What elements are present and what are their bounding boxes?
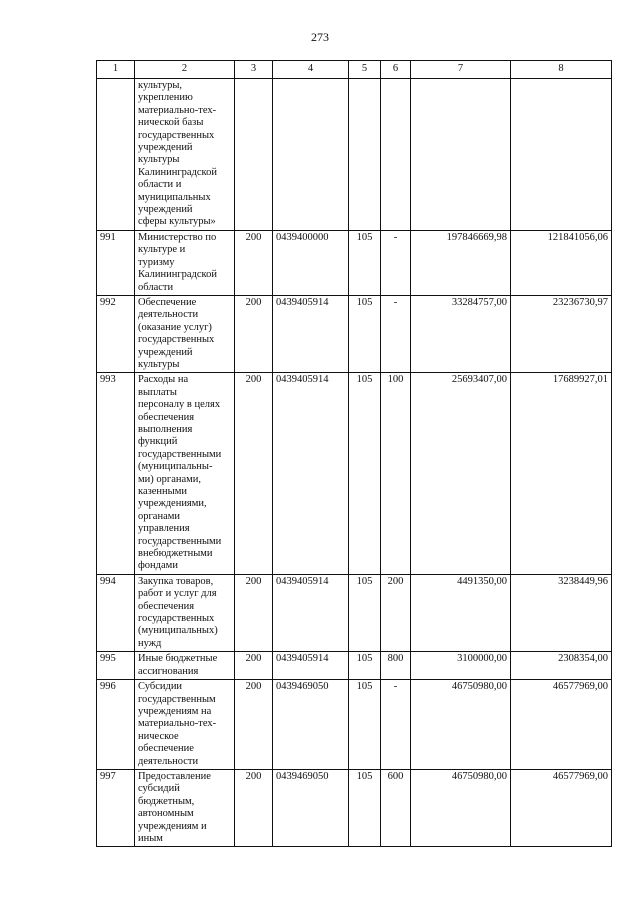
expense-type-cell	[381, 79, 411, 231]
table-row	[97, 79, 612, 231]
code-cell: 105	[349, 295, 381, 372]
amount-cell	[511, 79, 612, 231]
item-name-line: Расходы на	[138, 374, 189, 386]
item-name-line: обеспечения	[138, 600, 195, 612]
row-number-cell: 994	[97, 574, 135, 651]
item-name-line: государственных	[138, 334, 215, 346]
item-name-line: деятельности	[138, 309, 199, 321]
item-name-line: учреждений	[138, 204, 193, 216]
amount-cell: 121841056,06	[511, 230, 612, 295]
item-name-line: управления	[138, 523, 190, 535]
item-name-line: нужд	[138, 637, 162, 649]
code-cell: 200	[235, 373, 273, 575]
item-name-line: области	[138, 281, 174, 293]
item-name-line: обеспечение	[138, 743, 194, 755]
table-row	[97, 295, 612, 372]
item-name-line: культуре и	[138, 244, 186, 256]
table-row	[97, 680, 612, 770]
code-cell: 200	[235, 652, 273, 680]
amount-cell: 3238449,96	[511, 574, 612, 651]
item-name-cell	[135, 652, 235, 680]
expense-type-cell: 100	[381, 373, 411, 575]
target-article-cell	[273, 79, 349, 231]
table-header-row	[97, 61, 612, 79]
amount-cell: 46577969,00	[511, 769, 612, 846]
item-name-line: государственными	[138, 535, 222, 547]
code-cell: 200	[235, 230, 273, 295]
item-name-line: учреждений	[138, 142, 193, 154]
code-cell: 105	[349, 574, 381, 651]
code-cell: 105	[349, 373, 381, 575]
item-name-line: внебюджетными	[138, 548, 213, 560]
item-name-cell	[135, 230, 235, 295]
amount-cell: 4491350,00	[411, 574, 511, 651]
amount-cell: 17689927,01	[511, 373, 612, 575]
item-name-line: Субсидии	[138, 681, 183, 693]
expense-type-cell: -	[381, 680, 411, 770]
code-cell: 105	[349, 230, 381, 295]
expense-type-cell: 600	[381, 769, 411, 846]
item-name-cell	[135, 574, 235, 651]
amount-cell: 2308354,00	[511, 652, 612, 680]
row-number-cell: 993	[97, 373, 135, 575]
table-row	[97, 574, 612, 651]
item-name-cell	[135, 295, 235, 372]
item-name-line: учреждениям на	[138, 705, 212, 717]
item-name-line: Закупка товаров,	[138, 575, 214, 587]
code-cell: 200	[235, 769, 273, 846]
item-name-line: (оказание услуг)	[138, 321, 212, 333]
column-header: 3	[235, 61, 273, 79]
row-number-cell: 997	[97, 769, 135, 846]
target-article-cell: 0439405914	[273, 295, 349, 372]
item-name-line: государственных	[138, 129, 215, 141]
item-name-line: государственных	[138, 613, 215, 625]
item-name-line: сферы культуры»	[138, 216, 216, 228]
amount-cell	[411, 79, 511, 231]
table-body	[97, 79, 612, 847]
target-article-cell: 0439405914	[273, 652, 349, 680]
item-name-line: органами	[138, 510, 181, 522]
item-name-line: Калининградской	[138, 269, 217, 281]
item-name-line: учреждениям и	[138, 820, 207, 832]
budget-table	[96, 60, 612, 847]
item-name-line: области и	[138, 179, 182, 191]
item-name-line: функций	[138, 436, 178, 448]
amount-cell: 25693407,00	[411, 373, 511, 575]
amount-cell: 33284757,00	[411, 295, 511, 372]
item-name-line: Министерство по	[138, 231, 217, 243]
amount-cell: 23236730,97	[511, 295, 612, 372]
amount-cell: 3100000,00	[411, 652, 511, 680]
item-name-line: персоналу в целях	[138, 399, 221, 411]
item-name-line: работ и услуг для	[138, 588, 217, 600]
item-name-line: Иные бюджетные	[138, 653, 218, 665]
expense-type-cell: -	[381, 295, 411, 372]
amount-cell: 46577969,00	[511, 680, 612, 770]
item-name-line: культуры,	[138, 80, 182, 91]
item-name-line: деятельности	[138, 755, 199, 767]
amount-cell: 46750980,00	[411, 769, 511, 846]
table-row	[97, 230, 612, 295]
table-row	[97, 373, 612, 575]
item-name-cell	[135, 373, 235, 575]
item-name-line: государственными	[138, 448, 222, 460]
item-name-line: выплаты	[138, 386, 177, 398]
item-name-line: Калининградской	[138, 166, 217, 178]
item-name-line: ассигнования	[138, 665, 199, 677]
code-cell: 200	[235, 680, 273, 770]
item-name-line: укреплению	[138, 92, 193, 104]
item-name-line: учреждений	[138, 346, 193, 358]
item-name-line: (муниципальных)	[138, 625, 218, 637]
item-name-line: культуры	[138, 154, 180, 166]
code-cell	[235, 79, 273, 231]
table-row	[97, 652, 612, 680]
item-name-line: туризму	[138, 256, 175, 268]
amount-cell: 46750980,00	[411, 680, 511, 770]
expense-type-cell: -	[381, 230, 411, 295]
item-name-line: учреждениями,	[138, 498, 207, 510]
table-row	[97, 769, 612, 846]
expense-type-cell: 200	[381, 574, 411, 651]
code-cell: 105	[349, 769, 381, 846]
item-name-line: ми) органами,	[138, 473, 202, 485]
item-name-line: государственным	[138, 693, 216, 705]
row-number-cell: 995	[97, 652, 135, 680]
target-article-cell: 0439469050	[273, 680, 349, 770]
item-name-line: материально-тех-	[138, 104, 217, 116]
amount-cell: 197846669,98	[411, 230, 511, 295]
item-name-line: Обеспечение	[138, 296, 197, 308]
column-header: 5	[349, 61, 381, 79]
item-name-line: автономным	[138, 808, 194, 820]
item-name-line: материально-тех-	[138, 718, 217, 730]
item-name-line: культуры	[138, 358, 180, 370]
item-name-line: субсидий	[138, 783, 180, 795]
column-header: 8	[511, 61, 612, 79]
item-name-cell	[135, 680, 235, 770]
row-number-cell: 996	[97, 680, 135, 770]
row-number-cell: 992	[97, 295, 135, 372]
item-name-line: фондами	[138, 560, 178, 572]
item-name-line: обеспечения	[138, 411, 195, 423]
item-name-line: казенными	[138, 486, 187, 497]
item-name-line: бюджетным,	[138, 795, 195, 807]
column-header: 2	[135, 61, 235, 79]
expense-type-cell: 800	[381, 652, 411, 680]
target-article-cell: 0439469050	[273, 769, 349, 846]
item-name-line: (муниципальны-	[138, 461, 213, 473]
item-name-line: муниципальных	[138, 191, 211, 203]
row-number-cell: 991	[97, 230, 135, 295]
item-name-cell	[135, 769, 235, 846]
item-name-cell	[135, 79, 235, 231]
item-name-line: иным	[138, 832, 163, 844]
code-cell: 105	[349, 680, 381, 770]
item-name-line: выполнения	[138, 423, 193, 435]
column-header: 1	[97, 61, 135, 79]
target-article-cell: 0439400000	[273, 230, 349, 295]
column-header: 4	[273, 61, 349, 79]
target-article-cell: 0439405914	[273, 373, 349, 575]
code-cell: 200	[235, 574, 273, 651]
page-number: 273	[311, 30, 329, 44]
row-number-cell	[97, 79, 135, 231]
item-name-line: ническое	[138, 730, 179, 742]
target-article-cell: 0439405914	[273, 574, 349, 651]
code-cell: 105	[349, 652, 381, 680]
column-header: 7	[411, 61, 511, 79]
column-header: 6	[381, 61, 411, 79]
code-cell: 200	[235, 295, 273, 372]
item-name-line: Предоставление	[138, 770, 211, 782]
code-cell	[349, 79, 381, 231]
item-name-line: нической базы	[138, 117, 204, 129]
